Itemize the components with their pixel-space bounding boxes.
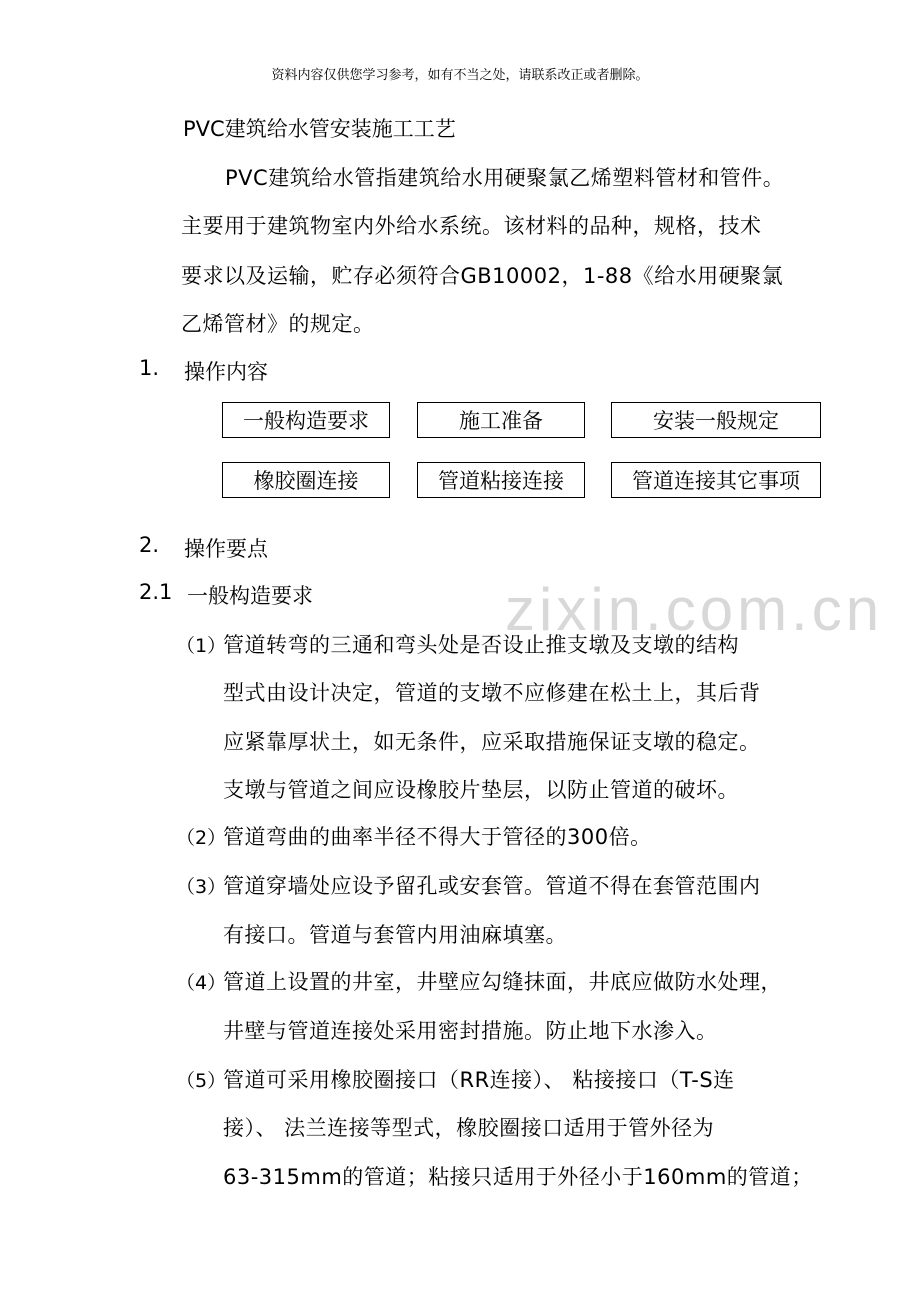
item-line: 型式由设计决定，管道的支墩不应修建在松土上，其后背 (223, 681, 761, 705)
item-line: 管道上设置的井室，井壁应勾缝抹面，井底应做防水处理， (223, 970, 782, 994)
intro-line: 乙烯管材》的规定。 (181, 312, 375, 336)
operation-box-label: 管道粘接连接 (438, 469, 564, 493)
item-line: 管道转弯的三通和弯头处是否设止推支墩及支墩的结构 (223, 633, 739, 657)
item-line: 管道可采用橡胶圈接口（RR连接）、 粘接接口（T-S连 (223, 1068, 735, 1092)
section-2-number: 2. (139, 533, 160, 557)
operation-box-label: 安装一般规定 (653, 409, 779, 433)
section-2-1-title: 一般构造要求 (187, 584, 313, 608)
section-2-1-number: 2.1 (139, 580, 173, 604)
intro-line: PVC建筑给水管指建筑给水用硬聚氯乙烯塑料管材和管件。 (225, 166, 785, 190)
section-2-title: 操作要点 (184, 537, 268, 561)
document-title: PVC建筑给水管安装施工工艺 (183, 117, 456, 141)
operation-box-label: 施工准备 (459, 409, 543, 433)
operation-box (611, 402, 821, 438)
item-line: 管道穿墙处应设予留孔或安套管。管道不得在套管范围内 (223, 874, 761, 898)
operation-box-label: 管道连接其它事项 (632, 469, 800, 493)
item-line: 管道弯曲的曲率半径不得大于管径的300倍。 (223, 825, 652, 849)
item-line: 接）、 法兰连接等型式，橡胶圈接口适用于管外径为 (223, 1116, 715, 1140)
operation-box (417, 402, 585, 438)
intro-line: 要求以及运输，贮存必须符合GB10002，1-88《给水用硬聚氯 (181, 264, 784, 288)
operation-box-label: 一般构造要求 (243, 409, 369, 433)
operation-box-label: 橡胶圈连接 (253, 469, 359, 493)
item-line: 63-315mm的管道；粘接只适用于外径小于160mm的管道； (223, 1165, 813, 1189)
operation-box (417, 462, 585, 498)
item-number: （4） (176, 972, 227, 994)
header-note: 资料内容仅供您学习参考，如有不当之处，请联系改正或者删除。 (271, 68, 649, 83)
item-number: （5） (176, 1070, 227, 1092)
intro-line: 主要用于建筑物室内外给水系统。该材料的品种，规格，技术 (181, 214, 762, 238)
section-1-title: 操作内容 (184, 360, 268, 384)
item-line: 支墩与管道之间应设橡胶片垫层，以防止管道的破坏。 (223, 778, 739, 802)
operation-box (222, 462, 390, 498)
section-1-number: 1. (139, 356, 160, 380)
item-number: （2） (176, 827, 227, 849)
item-line: 井壁与管道连接处采用密封措施。防止地下水渗入。 (223, 1019, 718, 1043)
watermark: zixin.com.cn (505, 576, 884, 643)
operation-box (611, 462, 821, 498)
operation-box (222, 402, 390, 438)
item-line: 有接口。管道与套管内用油麻填塞。 (223, 923, 567, 947)
item-line: 应紧靠厚状土，如无条件，应采取措施保证支墩的稳定。 (223, 730, 761, 754)
item-number: （1） (176, 635, 227, 657)
item-number: （3） (176, 876, 227, 898)
